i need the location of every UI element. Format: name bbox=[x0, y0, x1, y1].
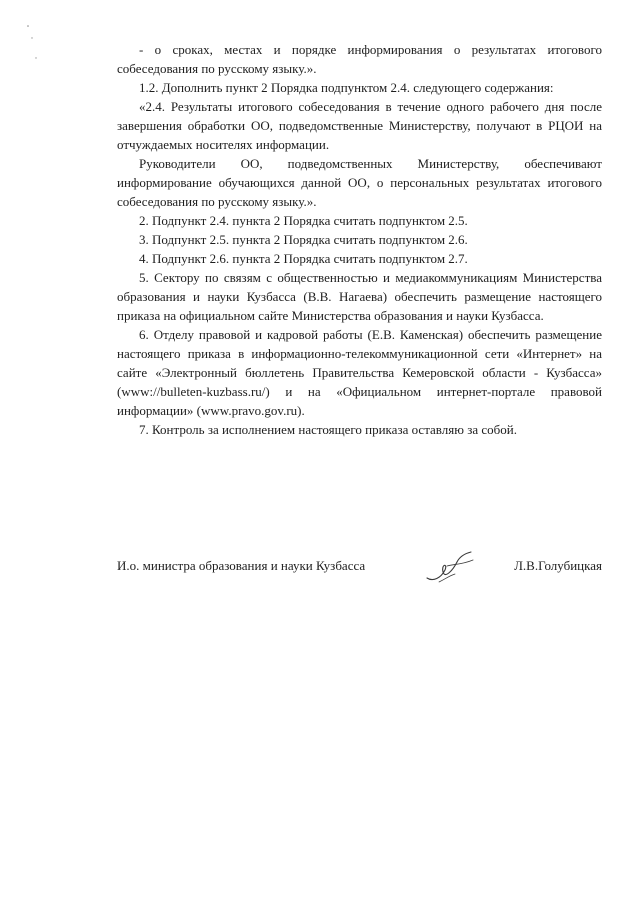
paragraph-heads-inform: Руководители ОО, подведомственных Министерству, обеспечивают информирование обучающихся данной ОО, о персональных результатах итогового собеседования по русскому языку.». bbox=[117, 156, 602, 209]
paragraph-info-terms: - о сроках, местах и порядке информирования о результатах итогового собеседования по русскому языку.». bbox=[117, 42, 602, 76]
signer-name: Л.В.Голубицкая bbox=[514, 558, 602, 573]
paragraph-6: 6. Отделу правовой и кадровой работы (Е.В. Каменская) обеспечить размещение настоящего приказа в информационно-телекоммуникационной сети «Интернет» на сайте «Электронный бюллетень Правительства Кемеровской области - Кузбасса» (www://bulleten-kuzbass.ru/) и на «Официальном интернет-портале правовой информации» (www.pravo.gov.ru). bbox=[117, 327, 602, 418]
signature-block bbox=[117, 548, 602, 588]
paragraph-2-4-results: «2.4. Результаты итогового собеседования в течение одного рабочего дня после завершения обработки ОО, подведомственные Министерству, получают в РЦОИ на отчуждаемых носителях информации. bbox=[117, 99, 602, 152]
paragraph-7: 7. Контроль за исполнением настоящего приказа оставляю за собой. bbox=[139, 422, 517, 437]
document-body bbox=[117, 40, 602, 439]
scan-margin-marks bbox=[22, 22, 52, 72]
paragraph-5: 5. Сектору по связям с общественностью и медиакоммуникациям Министерства образования и науки Кузбасса (В.В. Нагаева) обеспечить размещение настоящего приказа на официальном сайте Министерства образования и науки Кузбасса. bbox=[117, 270, 602, 323]
paragraph-2: 2. Подпункт 2.4. пункта 2 Порядка считать подпунктом 2.5. bbox=[139, 213, 468, 228]
signer-title: И.о. министра образования и науки Кузбасса bbox=[117, 558, 366, 573]
paragraph-4: 4. Подпункт 2.6. пункта 2 Порядка считать подпунктом 2.7. bbox=[139, 251, 468, 266]
paragraph-3: 3. Подпункт 2.5. пункта 2 Порядка считать подпунктом 2.6. bbox=[139, 232, 468, 247]
handwritten-signature bbox=[419, 548, 479, 588]
paragraph-1-2: 1.2. Дополнить пункт 2 Порядка подпунктом 2.4. следующего содержания: bbox=[139, 80, 554, 95]
